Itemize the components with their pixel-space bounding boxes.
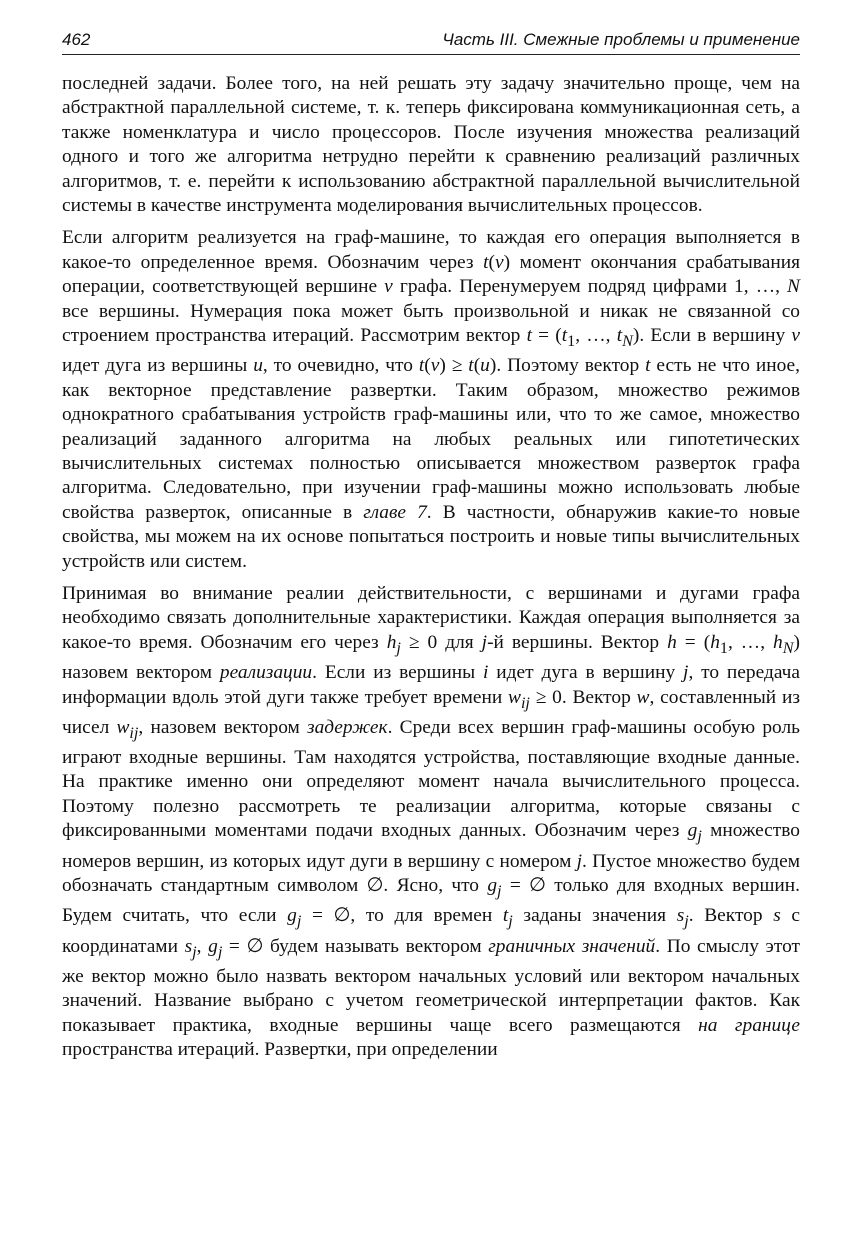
text-run: последней задачи. Более того, на ней решать эту задачу значительно проще, чем на абстрактной параллельной системе, т. к. теперь фиксирована коммуникационная сеть, а также номенклатура и число процессоров. После изучения множества реализаций одного и того же алгоритма нетрудно перейти к сравнению реализаций различных алгоритмов, т. е. перейти к использованию абстрактной параллельной вычислительной системы в качестве инструмента моделирования вычислительных процессов.	[62, 73, 800, 217]
italic-text: граничных значений	[488, 935, 656, 957]
header-rule	[62, 54, 800, 55]
text-run: ) ≥	[439, 355, 469, 377]
text-run: = ∅ только для входных вершин. Будем считать, что если	[62, 874, 800, 927]
text-run: множество номеров вершин, из которых идут дуги в вершину с номером	[62, 820, 800, 872]
italic-text: j	[481, 631, 488, 653]
text-run: , …,	[727, 631, 774, 653]
page-number: 462	[62, 30, 91, 49]
italic-text: w	[636, 686, 650, 708]
subscript: j	[497, 882, 502, 900]
text-run: ≥ 0. Вектор	[529, 686, 637, 708]
italic-text: h	[710, 631, 720, 653]
text-run: графа. Перенумеруем подряд цифрами 1, …,	[392, 276, 788, 298]
subscript: N	[622, 332, 633, 350]
text-run: с координатами	[62, 905, 800, 957]
text-run: идет дуга в вершину	[488, 662, 684, 684]
text-run: идет дуга из вершины	[62, 355, 254, 377]
italic-text: s	[773, 905, 781, 927]
text-run: ) назовем вектором	[62, 631, 800, 684]
italic-text: t	[483, 251, 489, 273]
text-run: . Вектор	[688, 905, 774, 927]
subscript: 1	[567, 332, 576, 350]
subscript: 1	[719, 639, 728, 657]
text-run: = (	[676, 631, 711, 653]
italic-text: g	[687, 820, 698, 842]
italic-text: N	[787, 276, 800, 298]
text-run: , то передача информации вдоль этой дуги также требует времени	[62, 662, 801, 708]
italic-text: v	[384, 276, 393, 298]
text-run: . В частности, обнаружив какие-то новые свойства, мы можем на их основе попытаться построить и новые типы вычислительных устройств или систем.	[62, 501, 801, 572]
text-run: ). Если в вершину	[632, 325, 792, 347]
text-run: . Среди всех вершин граф-машины особую роль играют входные вершины. Там находятся устройства, поставляющие входные данные. На практике именно они определяют момент начала вычислительного процесса. Поэтому полезно рассмотреть те реализации алгоритма, которые связаны с фиксированными моментами подачи входных данных. Обозначим через	[62, 716, 800, 842]
subscript: j	[697, 828, 702, 846]
italic-text: t	[526, 325, 532, 347]
text-run: заданы значения	[512, 905, 677, 927]
italic-text: h	[667, 631, 677, 653]
text-run: ). Поэтому вектор	[489, 355, 646, 377]
running-header	[62, 30, 800, 52]
text-run: = (	[531, 325, 562, 347]
italic-text: j	[683, 662, 689, 684]
text-run: ,	[196, 935, 209, 957]
text-run: , назовем вектором	[138, 716, 307, 738]
italic-text: t	[616, 325, 623, 347]
italic-text: на границе	[698, 1014, 800, 1036]
italic-text: s	[676, 905, 685, 927]
italic-text: u	[253, 355, 263, 377]
subscript: j	[217, 943, 223, 961]
italic-text: v	[430, 355, 440, 377]
text-run: ) момент окончания срабатывания операции, соответствующей вершине	[62, 251, 800, 298]
italic-text: v	[495, 251, 504, 273]
text-run: есть не что иное, как векторное представление развертки. Таким образом, множество режимов однократного срабатывания устройств граф-машины или, что то же самое, множество реализаций заданного алгоритма на любых реальных или гипотетических вычислительных системах полностью описывается множеством разверток графа алгоритма. Следовательно, при изучении граф-машины можно использовать любые свойства разверток, описанные в	[62, 355, 800, 523]
italic-text: реализации	[219, 662, 313, 684]
italic-text: v	[791, 325, 800, 347]
italic-text: g	[487, 874, 498, 896]
text-run: = ∅ будем называть вектором	[222, 935, 489, 957]
italic-text: j	[576, 850, 583, 872]
italic-text: g	[208, 935, 218, 957]
paragraph-3	[62, 582, 800, 1062]
italic-text: t	[645, 355, 651, 377]
text-run: . По смыслу этот же вектор можно было назвать вектором начальных условий или вектором начальных значений. Название выбрано с учетом геометрической интерпретации фактов. Как показывает практика, входные вершины чаще всего размещаются	[62, 935, 800, 1036]
italic-text: w	[508, 686, 521, 708]
text-run: пространства итераций. Развертки, при определении	[62, 1039, 498, 1061]
text-run: (	[473, 355, 481, 377]
italic-text: t	[418, 355, 425, 377]
subscript: ij	[520, 694, 530, 712]
text-run: все вершины. Нумерация пока может быть произвольной и никак не связанной со строением пространства итераций. Рассмотрим вектор	[62, 300, 800, 347]
text-run: Принимая во внимание реалии действительности, с вершинами и дугами графа необходимо связать дополнительные характеристики. Каждая операция выполняется за какое-то время. Обозначим его через	[62, 583, 800, 653]
italic-text: t	[502, 905, 509, 927]
subscript: j	[296, 913, 302, 931]
italic-text: g	[287, 905, 297, 927]
italic-text: u	[480, 355, 490, 377]
paragraph-1	[62, 72, 800, 218]
text-run: -й вершины. Вектор	[487, 631, 668, 653]
italic-text: h	[773, 631, 783, 653]
italic-text: задержек	[307, 716, 388, 738]
italic-text: t	[561, 325, 568, 347]
body-text	[62, 72, 800, 1070]
text-run: , …,	[575, 325, 617, 347]
subscript: j	[396, 639, 401, 657]
italic-text: s	[184, 935, 193, 957]
text-run: , то очевидно, что	[262, 355, 419, 377]
running-title: Часть III. Смежные проблемы и применение	[442, 30, 800, 49]
text-run: . Пустое множество будем обозначать стандартным символом ∅. Ясно, что	[62, 850, 800, 896]
subscript: j	[684, 913, 689, 931]
subscript: j	[508, 913, 513, 931]
italic-text: w	[116, 716, 130, 738]
italic-text: i	[483, 662, 489, 684]
subscript: N	[782, 639, 794, 657]
paragraph-2	[62, 226, 800, 574]
italic-text: h	[386, 631, 397, 653]
text-run: Если алгоритм реализуется на граф-машине, то каждая его операция выполняется в какое-то определенное время. Обозначим через	[62, 227, 800, 273]
italic-text: t	[468, 355, 474, 377]
text-run: = ∅, то для времен	[301, 905, 503, 927]
italic-text: главе 7	[363, 501, 427, 523]
text-run: ≥ 0 для	[400, 631, 482, 653]
subscript: ij	[129, 724, 139, 742]
text-run: . Если из вершины	[312, 662, 484, 684]
text-run: (	[488, 251, 495, 273]
subscript: j	[192, 943, 197, 961]
text-run: , составленный из чисел	[62, 686, 800, 738]
text-run: (	[424, 355, 431, 377]
